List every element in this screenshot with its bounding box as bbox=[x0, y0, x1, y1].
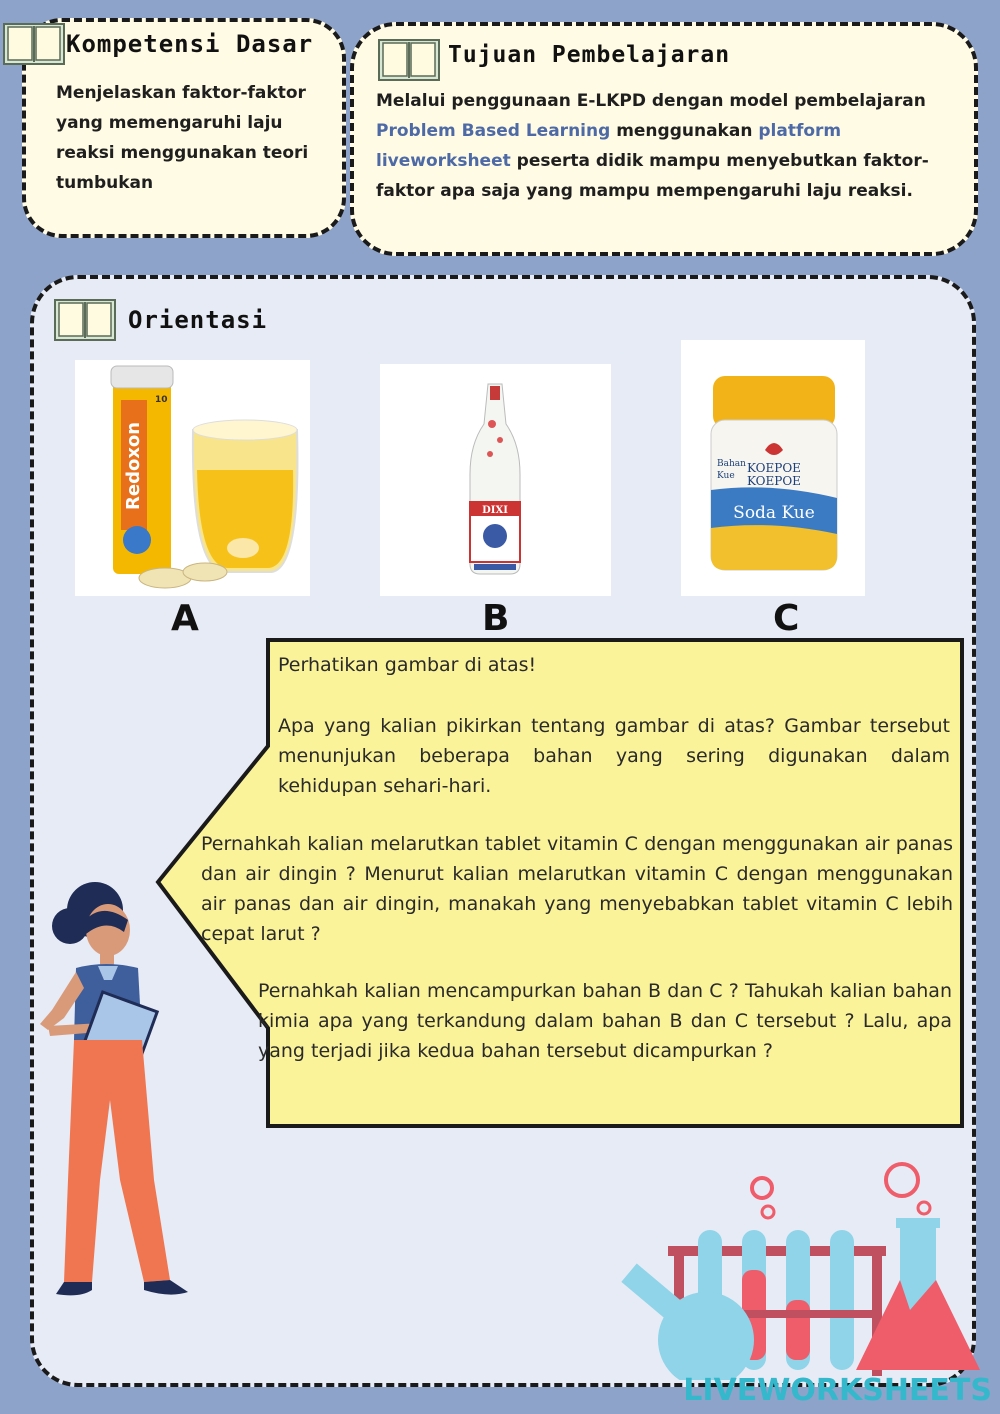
lab-equipment-illustration bbox=[620, 1160, 990, 1380]
label-b: B bbox=[482, 598, 510, 639]
orientasi-paragraph-4: Pernahkah kalian mencampurkan bahan B dan C ? Tahukah kalian bahan kimia apa yang terkandung dalam bahan B dan C tersebut ? Lalu, apa yang terjadi jika kedua bahan tersebut dicampurkan ? bbox=[258, 980, 952, 1062]
dixi-brand: DIXI bbox=[482, 505, 508, 516]
product-image-b bbox=[380, 364, 611, 596]
label-c: C bbox=[773, 598, 800, 639]
teacher-illustration bbox=[20, 880, 210, 1330]
tujuan-link-pbl: Problem Based Learning bbox=[376, 121, 611, 141]
redoxon-brand: Redoxon bbox=[123, 421, 144, 510]
orientasi-paragraph-1: Perhatikan gambar di atas! bbox=[278, 654, 537, 676]
tujuan-part1: Melalui penggunaan E-LKPD dengan model pembelajaran bbox=[376, 91, 926, 111]
kompetensi-title: Kompetensi Dasar bbox=[66, 30, 314, 58]
book-icon bbox=[2, 22, 66, 66]
book-icon bbox=[376, 38, 442, 82]
tujuan-link-platform: platform liveworksheet bbox=[376, 121, 842, 171]
product-image-a bbox=[75, 360, 310, 596]
tujuan-part3: peserta didik mampu menyebutkan faktor-faktor apa saja yang mampu mempengaruhi laju reaksi. bbox=[376, 151, 929, 201]
tujuan-part2: menggunakan bbox=[616, 121, 753, 141]
redoxon-count: 10 bbox=[155, 395, 168, 405]
product-image-c bbox=[681, 340, 865, 596]
tujuan-text bbox=[376, 86, 956, 206]
koepoe-line2: KOEPOE bbox=[747, 474, 801, 488]
koepoe-line1: KOEPOE bbox=[747, 461, 801, 475]
tujuan-title: Tujuan Pembelajaran bbox=[448, 42, 731, 68]
label-a: A bbox=[171, 598, 199, 639]
kompetensi-text: Menjelaskan faktor-faktor yang memengaruhi laju reaksi menggunakan teori tumbukan bbox=[56, 83, 309, 193]
orientasi-paragraph-2: Apa yang kalian pikirkan tentang gambar di atas? Gambar tersebut menunjukan beberapa bahan yang sering digunakan dalam kehidupan sehari-hari. bbox=[278, 715, 950, 797]
liveworksheets-watermark: LIVEWORKSHEETS bbox=[683, 1373, 992, 1408]
orientasi-paragraph-3: Pernahkah kalian melarutkan tablet vitamin C dengan menggunakan air panas dan air dingin ? Menurut kalian melarutkan vitamin C dengan menggunakan air panas dan air dingin, manakah yang menyebabkan tablet vitamin C lebih cepat larut ? bbox=[201, 833, 953, 945]
bahan-kue-line2: Kue bbox=[717, 471, 735, 481]
bahan-kue-line1: Bahan bbox=[717, 459, 746, 469]
soda-kue-label: Soda Kue bbox=[733, 503, 815, 523]
book-icon bbox=[52, 298, 118, 342]
orientasi-title: Orientasi bbox=[128, 306, 268, 334]
